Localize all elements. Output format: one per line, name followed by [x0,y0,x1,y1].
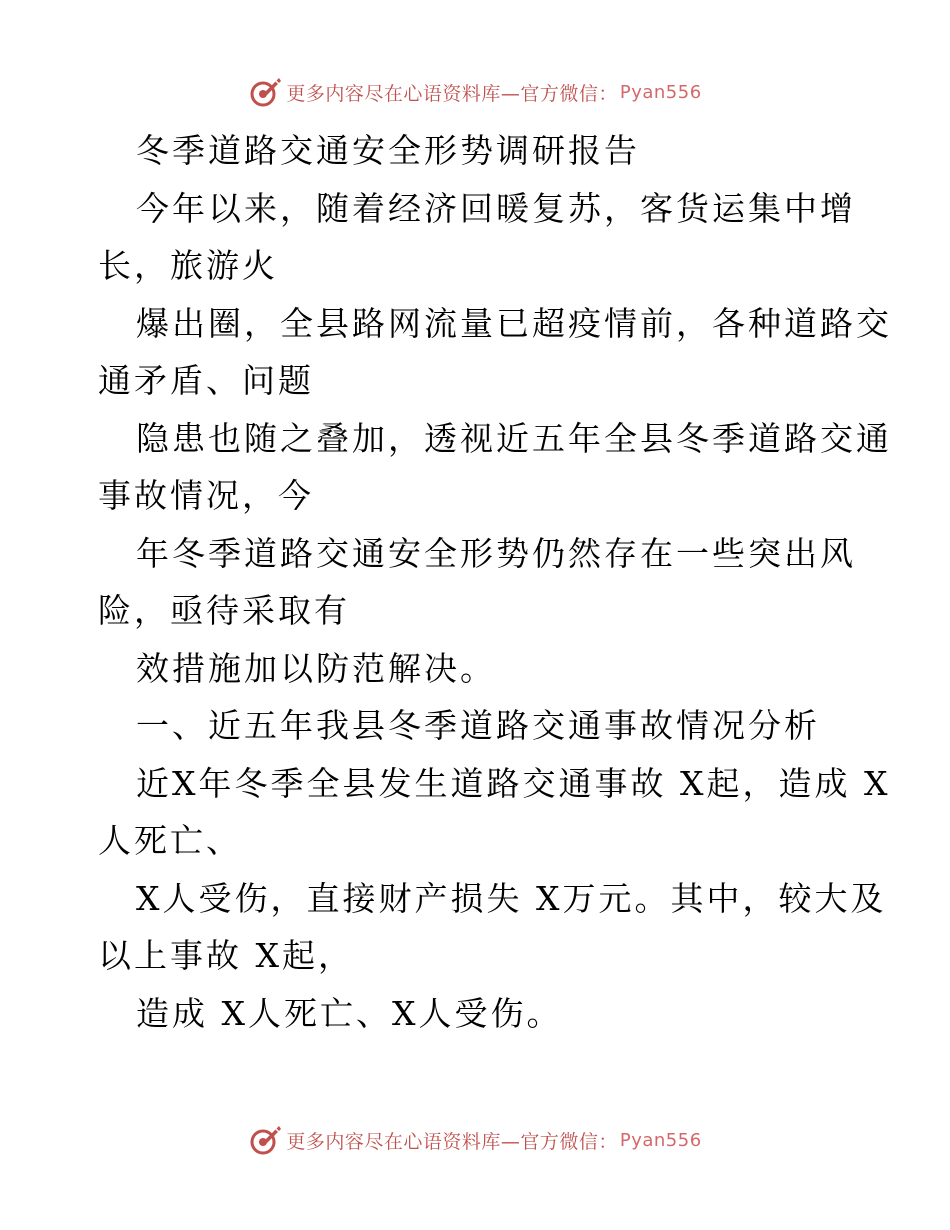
paragraph-line: 通矛盾、问题 [98,361,314,400]
paragraph-line: 爆出圈，全县路网流量已超疫情前，各种道路交 [136,303,892,343]
paragraph-line: 事故情况，今 [98,476,314,515]
footer-wechat-id: Pyan556 [619,1129,702,1151]
paragraph-line: 今年以来，随着经济回暖复苏，客货运集中增 [136,188,856,228]
paragraph-line: 人死亡、 [98,821,242,860]
header-wechat-id: Pyan556 [619,81,702,103]
paragraph-line: 长，旅游火 [98,246,278,285]
paragraph-line: X人受伤，直接财产损失 X万元。其中，较大及 [136,878,887,918]
section-heading: 一、近五年我县冬季道路交通事故情况分析 [136,706,820,745]
header-watermark-banner [0,72,950,112]
paragraph-line: 造成 X人死亡、X人受伤。 [136,993,563,1033]
document-title: 冬季道路交通安全形势调研报告 [136,131,640,170]
footer-watermark-banner [0,1120,950,1160]
quill-pen-logo-icon [248,1123,282,1157]
quill-pen-logo-icon [248,75,282,109]
footer-banner-text: 更多内容尽在心语资料库—官方微信： [286,1130,618,1153]
paragraph-line: 以上事故 X起， [98,936,354,975]
paragraph-line: 隐患也随之叠加，透视近五年全县冬季道路交通 [136,418,892,458]
document-body [98,122,892,1042]
paragraph-line: 效措施加以防范解决。 [136,648,496,688]
header-banner-text: 更多内容尽在心语资料库—官方微信： [286,82,618,105]
paragraph-line: 年冬季道路交通安全形势仍然存在一些突出风 [136,533,856,573]
paragraph-line: 近X年冬季全县发生道路交通事故 X起，造成 X [136,763,891,803]
paragraph-line: 险，亟待采取有 [98,591,350,630]
